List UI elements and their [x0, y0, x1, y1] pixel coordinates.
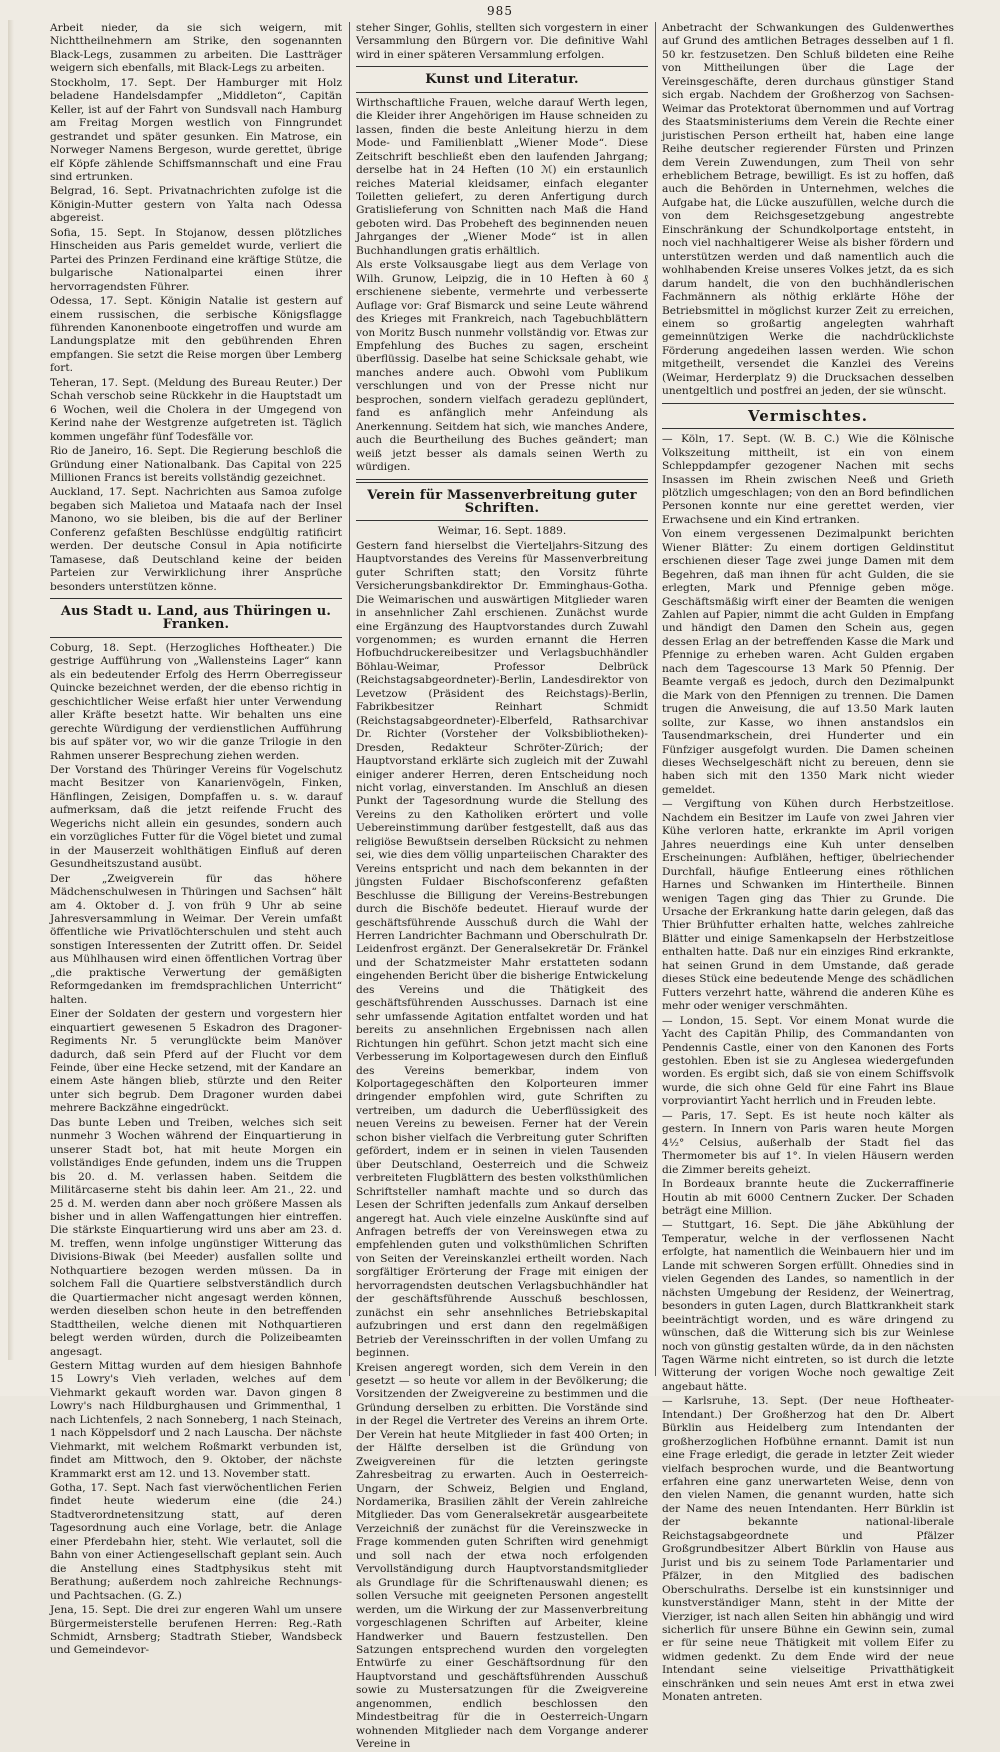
article-coburg: Coburg, 18. Sept. (Herzogliches Hoftheater.) Die gestrige Aufführung von „Wallensteins Lager“ kann als ein bedeutender Erfolg des Herrn Oberregisseur Quincke bezeichnet werden, der die ebenso richtig in geschichtlicher Weise erfaßt hier unter Verwendung aller Kräfte besetzt hatte. Wir behalten uns eine gerechte Würdigung der verdienstlichen Aufführung bis auf später vor, wo wir die ganze Trilogie in den Rahmen unserer Besprechung ziehen werden.	[50, 641, 342, 762]
article-viehmarkt: Gestern Mittag wurden auf dem hiesigen Bahnhofe 15 Lowry's Vieh verladen, welches auf dem Viehmarkt gekauft worden war. Davon gingen 8 Lowry's nach Hildburghausen und Grimmenthal, 1 nach Lichtenfels, 2 nach Sonneberg, 1 nach Steinach, 1 nach Köppelsdorf und 2 nach Lauscha. Der nächste Viehmarkt, mit welchem Roßmarkt verbunden ist, findet am Mittwoch, den 9. Oktober, der nächste Krammarkt erst am 12. und 13. November statt.	[50, 1359, 342, 1480]
section-divider	[50, 637, 342, 638]
article-vergiftung: — Vergiftung von Kühen durch Herbstzeitlose. Nachdem ein Besitzer im Laufe von zwei Jahren vier Kühe verloren hatte, erkrankte im April vorigen Jahres neuerdings eine Kuh unter denselben Erscheinungen: Aufblähen, heftiger, übelriechender Durchfall, häufige Entleerung eines röthlichen Harnes und Schwanken im Hintertheile. Binnen wenigen Tagen ging das Thier zu Grunde. Die Ursache der Erkrankung hatte darin gelegen, daß das Thier Brühfutter erhalten hatte, welches zahlreiche Blätter und einige Samenkapseln der Herbstzeitlose enthalten hatte. Daß nur ein einziges Rind erkrankte, hat seinen Grund in dem Umstande, daß gerade dieses Stück eine bedeutende Menge des schädlichen Futters verzehrt hatte, während die anderen Kühe es mehr oder weniger verschmähten.	[662, 798, 954, 1013]
article-paragraph: Arbeit nieder, da sie sich weigern, mit Nichttheilnehmern am Strike, den sogenannten Black-Legs, zusammen zu arbeiten. Die Lastträger weigern sich ebenfalls, mit Black-Legs zu arbeiten.	[50, 22, 342, 75]
column-middle	[356, 22, 648, 1751]
article-verein-zweigvereine: Kreisen angeregt worden, sich dem Verein in den gesetzt — so heute vor allem in der Bevölkerung; die Vorsitzenden der Zweigvereine zu bestimmen und die Gründung derselben zu erbitten. Die Vorstände sind in der Regel die Vertreter des Vereins an ihrem Orte. Der Verein hat heute Mitglieder in fast 400 Orten; in der Hälfte derselben ist die Gründung von Zweigvereinen für die letzten geringste Zahresbeitrag zu erwarten. Auch in Oesterreich-Ungarn, der Schweiz, Belgien und England, Nordamerika, Brasilien zählt der Verein zahlreiche Mitglieder. Das vom Generalsekretär ausgearbeitete Verzeichniß der zunächst für die Vereinszwecke in Frage kommenden guten Schriften wird genehmigt und soll nach der etwa noch erfolgenden Vervollständigung durch Hauptvorstandsmitglieder als Grundlage für die Schriftenauswahl dienen; es sollen Versuche mit geeigneten Personen angestellt werden, um die Wirkung der zur Massenverbreitung vorgeschlagenen Schriften auf Arbeiter, kleine Handwerker und Bauern festzustellen. Den Satzungen entsprechend wurden den vorgelegten Entwürfe zu einer Geschäftsordnung für den Hauptvorstand und geschäftsführenden Ausschuß sowie zu Mustersatzungen für die Zweigvereine angenommen, endlich beschlossen den Mindestbeitrag für die in Oesterreich-Ungarn wohnenden Mitglieder nach dem Vorgange anderer Vereine in	[356, 1361, 648, 1751]
section-divider	[50, 598, 342, 599]
section-divider	[356, 66, 648, 67]
scan-edge-shadow	[8, 20, 14, 1360]
section-divider	[662, 403, 954, 404]
article-verein-sitzung: Gestern fand hierselbst die Vierteljahrs-Sitzung des Hauptvorstandes des Vereins für Massenverbreitung guter Schriften statt; den Vorsitz führte Versicherungsbankdirektor Dr. Emminghaus-Gotha. Die Weimarischen und auswärtigen Mitglieder waren in ansehnlicher Zahl erschienen. Zunächst wurde eine Ergänzung des Hauptvorstandes durch Zuwahl vorgenommen; es wurden ernannt die Herren Hofbuchdruckereibesitzer und Verlagsbuchhändler Böhlau-Weimar, Professor Delbrück (Reichstagsabgeordneter)-Berlin, Landesdirektor von Levetzow (Präsident des Reichstags)-Berlin, Fabrikbesitzer Reinhart Schmidt (Reichstagsabgeordneter)-Elberfeld, Rathsarchivar Dr. Richter (Vorsteher der Volksbibliotheken)-Dresden, Redakteur Schröter-Zürich; der Hauptvorstand erklärte sich zugleich mit der Zuwahl einiger anderer Herren, deren Entscheidung noch nicht vorlag, einverstanden. Im Anschluß an diesen Punkt der Tagesordnung wurde die Stellung des Vereins zu den Katholiken erörtert und volle Uebereinstimmung darüber festgestellt, daß aus das religiöse Bewußtsein derselben Rücksicht zu nehmen sei, wie dies dem völlig unparteiischen Charakter des Vereins entspricht und nach dem bekannten in der jüngsten Fuldaer Bischofsconferenz gefaßten Beschlusse die Billigung der Vereins-Bestrebungen durch die Bischöfe bedeutet. Hierauf wurde der geschäftsführende Ausschuß durch die Wahl der Herren Landrichter Bachmann und Oberschulrath Dr. Leidenfrost ergänzt. Der Generalsekretär Dr. Fränkel und der Schatzmeister Mahr erstatteten sodann eingehenden Bericht über die bisherige Entwickelung des Vereins und die Thätigkeit des geschäftsführenden Ausschusses. Darnach ist eine sehr umfassende Agitation entfaltet worden und hat bereits zu ansehnlichen Ergebnissen nach allen Richtungen hin geführt. Schon jetzt macht sich eine Verbesserung im Kolportagewesen durch den Einfluß des Vereins bemerkbar, indem von Kolportagegeschäften den Kolporteuren immer dringender empfohlen wird, gute Schriften zu vertreiben, um dadurch die Ueberflüssigkeit des neuen Vereins zu beweisen. Ferner hat der Verein schon bisher vielfach die Verbreitung guter Schriften gefördert, indem er in seinen in vielen Tausenden über Deutschland, Oesterreich und die Schweiz verbreiteten Flugblättern des besten volksthümlichen Schriftsteller namhaft machte und so durch das Lesen der Schriften jedenfalls zum Ankauf derselben angeregt hat. Auch viele einzelne Auskünfte sind auf Anfragen betreffs der von Vereinswegen etwa zu empfehlenden guten und volksthümlichen Schriften von Seiten der Vereinskanzlei ertheilt worden. Nach sorgfältiger Erörterung der Frage mit einigen der hervorragendsten deutschen Verlagsbuchhändler hat der geschäftsführende Ausschuß beschlossen, zunächst ein sehr ansehnliches Betriebskapital aufzubringen und erst dann den regelmäßigen Betrieb der Vereinsschriften in der vollen Umfang zu beginnen.	[356, 539, 648, 1360]
column-rule	[349, 22, 350, 1376]
article-paris: — Paris, 17. Sept. Es ist heute noch kälter als gestern. In Innern von Paris waren heute Morgen 4¹⁄₂° Celsius, außerhalb der Stadt fiel das Thermometer bis auf 1°. In vielen Häusern werden die Zimmer bereits geheizt.	[662, 1109, 954, 1176]
section-divider	[356, 92, 648, 93]
article-paragraph: Anbetracht der Schwankungen des Guldenwerthes auf Grund des amtlichen Betrages desselben auf 1 fl. 50 kr. festzusetzen. Den Schluß bildeten eine Reihe von Mittheilungen über die Lage der Vereinsgeschäfte, deren durchaus günstiger Stand sich ergab. Nachdem der Großherzog von Sachsen-Weimar das Protektorat übernommen und auf Vortrag des Staatsministeriums dem Verein die Rechte einer juristischen Person ertheilt hat, haben eine lange Reihe deutscher regierender Fürsten und Prinzen dem Verein Zuwendungen, zum Theil von sehr erheblichem Betrage, bewilligt. Es ist zu hoffen, daß auch die Behörden in Unternehmen, welches die Aufgabe hat, die Lücke auszufüllen, welche durch die von dem Reichsgesetzgebung angestrebte Einschränkung der Schundkolportage entsteht, in noch viel nachhaltigerer Weise als bisher fördern und unterstützen werden und daß namentlich auch die wohlhabenden Kreise unseres Volkes jetzt, da es sich darum handelt, die von den buchhändlerischen Fachmännern als nöthig erklärte Höhe der Betriebsmittel in möglichst kurzer Zeit zu erreichen, einem so großartig angelegten wahrhaft gemeinnützigen Werke die nachdrücklichste Förderung angedeihen lassen werden. Wie schon mitgetheilt, versendet die Kanzlei des Vereins (Weimar, Herderplatz 9) die Drucksachen desselben unentgeltlich und postfrei an jeden, der sie wünscht.	[662, 22, 954, 398]
article-sofia: Sofia, 15. Sept. In Stojanow, dessen plötzliches Hinscheiden aus Paris gemeldet wurde, verliert die Partei des Prinzen Ferdinand eine kräftige Stütze, die bulgarische Nationalpartei einen ihrer hervorragendsten Führer.	[50, 226, 342, 293]
article-einquartierung: Das bunte Leben und Treiben, welches sich seit nunmehr 3 Wochen während der Einquartierung in unserer Stadt bot, hat mit heute Morgen ein vollständiges Ende gefunden, indem uns die Truppen bis 20. d. M. verlassen haben. Seitdem die Militärcaserne steht bis dahin leer. Am 21., 22. und 25 d. M. werden dann aber noch größere Massen als bisher und in allen Waffengattungen hier eintreffen. Die stärkste Einquartierung wird uns aber am 23. d. M. treffen, wenn infolge ungünstiger Witterung das Divisions-Biwak (bei Meeder) ausfallen sollte und Nothquartiere bezogen werden müssen. Da in solchem Fall die Quartiere selbstverständlich durch die Quartiermacher nicht angesagt werden können, werden dieselben schon heute in den betreffenden Stadttheilen, welche dienen mit Nothquartieren belegt werden würden, durch die Polizeibeamten angesagt.	[50, 1116, 342, 1358]
article-dragoner: Einer der Soldaten der gestern und vorgestern hier einquartiert gewesenen 5 Eskadron des Dragoner-Regiments Nr. 5 verunglückte beim Manöver dadurch, daß sein Pferd auf der Flucht vor dem Feinde, über eine Hecke setzend, mit der Kandare an einem Aste hängen blieb, stürzte und den Reiter unter sich begrub. Dem Dragoner wurden dabei mehrere Backzähne eingedrückt.	[50, 1008, 342, 1115]
section-divider	[356, 479, 648, 483]
section-heading-verein: Verein für Massenverbreitung guter Schriften.	[367, 487, 637, 516]
article-dezimalpunkt: Von einem vergessenen Dezimalpunkt berichten Wiener Blätter: Zu einem dortigen Geldinstitut erschienen dieser Tage zwei junge Damen mit dem Begehren, daß man ihnen für acht Gulden, die sie erlegten, Mark und Pfennige geben möge. Geschäftsmäßig wirft einer der Beamten die wenigen Zahlen auf Papier, nimmt die acht Gulden in Empfang und händigt den Damen den Schein aus, gegen dessen Erlag an der betreffenden Kasse die Mark und Pfennige zu erheben waren. Acht Gulden ergaben nach dem Tagescourse 13 Mark 50 Pfennig. Der Beamte vergaß es jedoch, durch den Dezimalpunkt die Mark von den Pfennigen zu trennen. Die Damen trugen die Anweisung, die auf 13.50 Mark lauten sollte, zur Kasse, wo ihnen anstandslos ein Tausendmarkschein, drei Hunderter und ein Fünfziger ausgefolgt wurden. Die Damen scheinen dieses Wechselgeschäft nicht zu bereuen, denn sie haben sich mit den 1350 Mark nicht wieder gemeldet.	[662, 528, 954, 796]
column-rule	[655, 22, 656, 1376]
article-koeln: — Köln, 17. Sept. (W. B. C.) Wie die Kölnische Volkszeitung mittheilt, ist ein von einem Schleppdampfer gezogener Nachen mit sechs Insassen im Rhein zwischen Neeß und Grieth plötzlich umgeschlagen; von den an Bord befindlichen Personen konnte nur eine gerettet werden, vier Erwachsene und ein Kind ertranken.	[662, 433, 954, 526]
section-divider	[662, 428, 954, 429]
article-auckland: Auckland, 17. Sept. Nachrichten aus Samoa zufolge begaben sich Malietoa und Mataafa nach der Insel Manono, wo sie bleiben, bis die auf der Berliner Conferenz gefaßten Beschlüsse endgültig ratificirt werden. Der deutsche Consul in Apia notificirte Tamasese, daß Deutschland keine der beiden Parteien zur Verwirklichung ihrer Ansprüche besonders unterstützen könne.	[50, 486, 342, 593]
article-bismarck: Als erste Volksausgabe liegt aus dem Verlage von Wilh. Grunow, Leipzig, die in 10 Heften à 60 ₰ erschienene siebente, vermehrte und verbesserte Auflage vor: Graf Bismarck und seine Leute während des Krieges mit Frankreich, nach Tagebuchblättern von Moritz Busch nunmehr vollständig vor. Etwas zur Empfehlung des Buches zu sagen, erscheint überflüssig. Daselbe hat seine Schicksale gehabt, wie manches andere auch. Obwohl vom Publikum verschlungen und von der Presse nicht nur besprochen, sondern vielfach geradezu geplündert, fand es anfänglich mehr Anfeindung als Anerkennung. Seitdem hat sich, wie manches Andere, auch die Beurtheilung des Buches geändert; man weiß jetzt besser als damals seinen Werth zu würdigen.	[356, 259, 648, 474]
article-teheran: Teheran, 17. Sept. (Meldung des Bureau Reuter.) Der Schah verschob seine Rückkehr in die Hauptstadt um 6 Wochen, weil die Cholera in der Umgegend von Kerind nahe der Westgrenze aufgetreten ist. Täglich kommen ungefähr fünf Todesfälle vor.	[50, 376, 342, 443]
article-wiener-mode: Wirthschaftliche Frauen, welche darauf Werth legen, die Kleider ihrer Angehörigen im Hause schneiden zu lassen, finden die beste Anleitung hierzu in dem Mode- und Familienblatt „Wiener Mode“. Diese Zeitschrift beschließt eben den laufenden Jahrgang; derselbe hat in 24 Heften (10 ℳ) ein erstaunlich reiches Material kleidsamer, einfach eleganter Toiletten geliefert, zu deren Anfertigung durch Gratislieferung von Schnitten nach Maß die Hand geboten wird. Das Probeheft des beginnenden neuen Jahrganges der „Wiener Mode“ ist in allen Buchhandlungen gratis erhältlich.	[356, 96, 648, 257]
article-rio: Rio de Janeiro, 16. Sept. Die Regierung beschloß die Gründung einer Nationalbank. Das Capital von 225 Millionen Francs ist bereits vollständig gezeichnet.	[50, 445, 342, 484]
article-bordeaux: In Bordeaux brannte heute die Zuckerraffinerie Houtin ab mit 6000 Centnern Zucker. Der Schaden beträgt eine Million.	[662, 1178, 954, 1217]
page-number: 985	[487, 4, 513, 18]
article-stockholm: Stockholm, 17. Sept. Der Hamburger mit Holz beladene Handelsdampfer „Middleton“, Capitän Keller, ist auf der Fahrt von Sundsvall nach Hamburg am Freitag Morgen westlich von Finngrundet gestrandet und später gesunken. Ein Matrose, ein Norweger Namens Bergeson, wurde gerettet, übrige elf Köpfe zählende Schiffsmannschaft und eine Frau sind ertrunken.	[50, 76, 342, 183]
column-left	[50, 22, 342, 1657]
article-karlsruhe: — Karlsruhe, 13. Sept. (Der neue Hoftheater-Intendant.) Der Großherzog hat den Dr. Albert Bürklin aus Heidelberg zum Intendanten der großherzoglichen Hofbühne ernannt. Damit ist nun eine Frage erledigt, die gerade in letzter Zeit wieder vielfach besprochen wurde, und die Beantwortung erfahren eine ganz unerwarteten Weise, denn von den vielen Namen, die genannt wurden, hatte sich der Name des neuen Intendanten. Herr Bürklin ist der bekannte national-liberale Reichstagsabgeordnete und Pfälzer Großgrundbesitzer Albert Bürklin von Hause aus Jurist und bis zu seinem Tode Parlamentarier und Pfälzer, in den Mitglied des badischen Oberschulraths. Derselbe ist ein kunstsinniger und kunstverständiger Mann, steht in der Mitte der Vierziger, ist nach allen Seiten hin abhängig und wird sicherlich für unsere Bühne ein Gewinn sein, zumal er für seine neue Thätigkeit mit vollem Eifer zu widmen gedenkt. Zu dem Ende wird der neue Intendant seine vielseitige Privatthätigkeit einschränken und sein neues Amt erst in etwa zwei Monaten antreten.	[662, 1395, 954, 1704]
column-right	[662, 22, 954, 1704]
article-belgrad: Belgrad, 16. Sept. Privatnachrichten zufolge ist die Königin-Mutter gestern von Yalta nach Odessa abgereist.	[50, 185, 342, 225]
article-stuttgart: — Stuttgart, 16. Sept. Die jähe Abkühlung der Temperatur, welche in der verflossenen Nacht erfolgte, hat namentlich die Weinbauern hier und im Lande mit schweren Sorgen erfüllt. Ohnedies sind in vielen Gegenden des Landes, so namentlich in der nächsten Umgebung der Residenz, der Weinertrag, besonders in guten Lagen, durch Blattkrankheit stark beeinträchtigt worden, und es wäre dringend zu wünschen, daß die Witterung sich bis zur Weinlese noch von günstig gestalten würde, da in den nächsten Tagen Wärme nicht eintreten, so ist durch die letzte Witterung der vorigen Woche noch gewaltige Zeit angebaut hätte.	[662, 1219, 954, 1393]
article-gotha: Gotha, 17. Sept. Nach fast vierwöchentlichen Ferien findet heute wiederum eine (die 24.) Stadtverordnetensitzung statt, auf deren Tagesordnung auch eine Vorlage, betr. die Anlage einer Pferdebahn hier, steht. Wie verlautet, soll die Bahn von einer Actiengesellschaft geplant sein. Auch die Anstellung eines Stadtphysikus steht mit Berathung; außerdem noch zahlreiche Rechnungs- und Pachtsachen. (G. Z.)	[50, 1482, 342, 1602]
article-odessa: Odessa, 17. Sept. Königin Natalie ist gestern auf einem russischen, die serbische Königsflagge führenden Kanonenboote eingetroffen und wurde am Landungsplatze mit den gebührenden Ehren empfangen. Sie setzt die Reise morgen über Lemberg fort.	[50, 295, 342, 375]
section-divider	[356, 520, 648, 521]
section-heading-vermischtes: Vermischtes.	[748, 406, 868, 425]
article-vogelschutz: Der Vorstand des Thüringer Vereins für Vogelschutz macht Besitzer von Kanarienvögeln, Finken, Hänflingen, Zeisigen, Dompfaffen u. s. w. darauf aufmerksam, daß die jetzt reifende Frucht des Wegerichs nicht allein ein gesundes, sondern auch ein vorzügliches Futter für die Vögel bietet und zumal in der Mauserzeit wohlthätigen Einfluß auf deren Gesundheitszustand ausübt.	[50, 764, 342, 871]
article-jena: Jena, 15. Sept. Die drei zur engeren Wahl um unsere Bürgermeisterstelle berufenen Herren: Reg.-Rath Schmidt, Arnsberg; Stadtrath Stieber, Wandsbeck und Gemeindevor-	[50, 1604, 342, 1657]
article-maedchenschulwesen: Der „Zweigverein für das höhere Mädchenschulwesen in Thüringen und Sachsen“ hält am 4. Oktober d. J. von früh 9 Uhr ab seine Jahresversammlung in Weimar. Der Verein umfaßt öffentliche wie Privatlöchterschulen und steht auch sonstigen Interessenten der Zutritt offen. Dr. Seidel aus Mühlhausen wird einen öffentlichen Vortrag über „die praktische Verwertung der gemäßigten Reformgedanken im fremdsprachlichen Unterricht“ halten.	[50, 872, 342, 1006]
section-heading-kunst: Kunst und Literatur.	[425, 72, 579, 88]
article-paragraph: steher Singer, Gohlis, stellten sich vorgestern in einer Versammlung den Bürgern vor. Die definitive Wahl wird in einer späteren Versammlung erfolgen.	[356, 22, 648, 61]
section-heading-local: Aus Stadt u. Land, aus Thüringen u. Franken.	[60, 604, 332, 633]
dateline: Weimar, 16. Sept. 1889.	[437, 525, 567, 538]
article-london: — London, 15. Sept. Vor einem Monat wurde die Yacht des Capitän Philip, des Commandanten von Pendennis Castle, einer von den Kanonen des Forts gestohlen. Eben ist sie zu Anglesea wiedergefunden worden. Es ergibt sich, daß sie von einem Schiffsvolk wurde, die sich ohne Geld für eine Fahrt ins Blaue vorproviantirt Yacht herrlich und in Freuden lebte.	[662, 1014, 954, 1108]
